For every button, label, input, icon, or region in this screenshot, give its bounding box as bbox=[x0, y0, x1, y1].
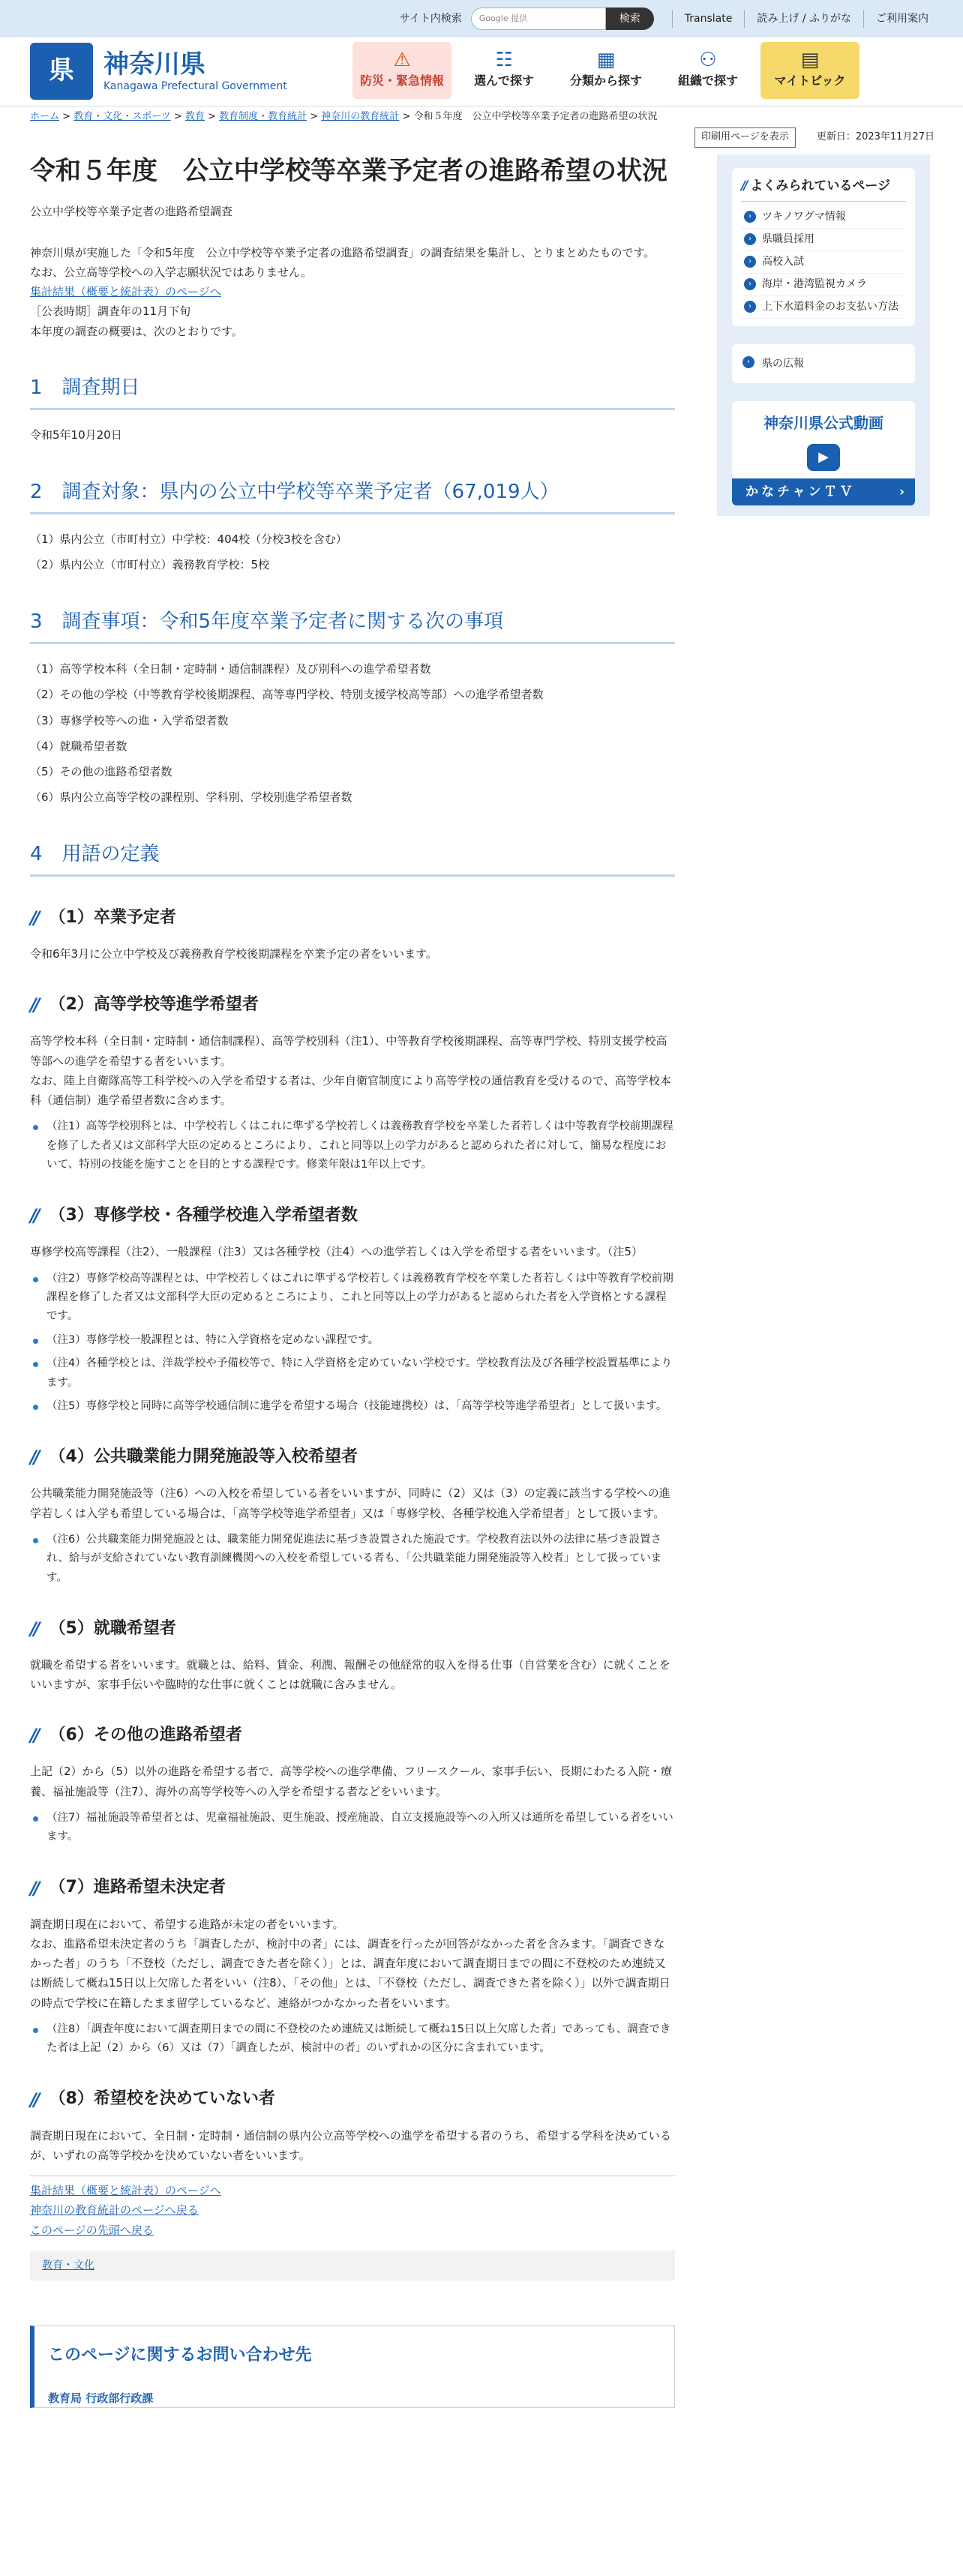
back-to-stats-link[interactable]: 神奈川の教育統計のページへ戻る bbox=[30, 2203, 199, 2218]
nav-select[interactable] bbox=[454, 42, 554, 99]
popular-title-text: よくみられているページ bbox=[750, 178, 891, 193]
note-item: （注4）各種学校とは、洋裁学校や予備校等で、特に入学資格を定めていない学校です。学校教育法及び各種学校設置基準によります。 bbox=[30, 1354, 675, 1393]
target-list bbox=[30, 529, 675, 575]
arrow-icon: › bbox=[744, 278, 756, 290]
breadcrumb-separator: > bbox=[310, 111, 319, 122]
popular-item-label: 高校入試 bbox=[762, 255, 804, 268]
slash-icon: // bbox=[30, 994, 38, 1016]
list-item: （2）県内公立（市町村立）義務教育学校：5校 bbox=[30, 558, 270, 572]
popular-item-label: 上下水道料金のお支払い方法 bbox=[762, 300, 898, 313]
slash-icon: // bbox=[30, 1725, 38, 1747]
list-item: （2）その他の学校（中等教育学校後期課程、高等専門学校、特別支援学校高等部）への進学希望者数 bbox=[30, 688, 544, 702]
site-search-label: サイト内検索 bbox=[399, 12, 462, 25]
nav-label: 組織で探す bbox=[677, 73, 738, 88]
nav-organization[interactable] bbox=[658, 42, 758, 99]
kouhou-label: 県の広報 bbox=[762, 357, 804, 370]
slash-icon: // bbox=[30, 1877, 38, 1899]
note-item: （注8）「調査年度において調査期日までの間に不登校のため連続又は断続して概ね15日以上欠席した者」であっても、調査できた者は上記（2）から（6）又は（7）「調査したが、検討中の者」のいずれかの区分に含まれています。 bbox=[30, 2020, 675, 2059]
publish-time: ［公表時期］調査年の11月下旬 bbox=[30, 304, 191, 319]
definition-title: （1）卒業予定者 bbox=[49, 907, 176, 927]
results-link[interactable]: 集計結果（概要と統計表）のページへ bbox=[30, 285, 221, 299]
section-heading bbox=[30, 605, 675, 645]
breadcrumb-link[interactable]: 教育・文化・スポーツ bbox=[74, 111, 171, 122]
prefecture-emblem: 県 bbox=[30, 43, 93, 100]
kanachan-text: かなチャンＴＶ bbox=[746, 484, 856, 500]
select-icon: ☷ bbox=[495, 48, 513, 71]
sidebar bbox=[717, 154, 930, 516]
nav-category[interactable] bbox=[556, 42, 656, 99]
nav-mytopic[interactable] bbox=[760, 42, 860, 99]
section-title: 用語の定義 bbox=[62, 842, 160, 865]
popular-title bbox=[741, 175, 906, 202]
nav-label: マイトピック bbox=[774, 73, 846, 88]
definition-heading bbox=[30, 902, 675, 934]
definition-title: （3）専修学校・各種学校進入学希望者数 bbox=[49, 1206, 358, 1225]
definition-heading bbox=[30, 2084, 675, 2116]
definition-text: 公共職業能力開発施設等（注6）への入校を希望している者をいいますが、同時に（2）又は（3）の定義に該当する学校への進学若しくは入学も希望している場合は、「高等学校等進学希望者」又は「専修学校、各種学校進入学希望者」として扱います。 bbox=[30, 1486, 670, 1520]
warning-icon: ⚠ bbox=[393, 48, 411, 71]
section-title: 調査期日 bbox=[62, 376, 140, 399]
popular-item[interactable] bbox=[741, 296, 906, 319]
definition-text: 就職を希望する者をいいます。就職とは、給料、賃金、利潤、報酬その他経常的収入を得る仕事（自営業を含む）に就くことをいいますが、家事手伝いや臨時的な仕事に就くことは就職に含みません。 bbox=[30, 1657, 670, 1692]
list-item: （6）県内公立高等学校の課程別、学科別、学校別進学希望者数 bbox=[30, 790, 352, 805]
list-item: （1）高等学校本科（全日制・定時制・通信制課程）及び別科への進学希望者数 bbox=[30, 662, 431, 676]
nav-label: 選んで探す bbox=[473, 73, 534, 88]
definition-text: なお、進路希望未決定者のうち「調査したが、検討中の者」には、調査を行ったが回答がなかった者を含みます。「調査できなかった者」のうち「不登校（ただし、調査できた者を除く）」とは、調査年度において調査期日までの間に不登校のため連続又は断続して概ね15日以上欠席した者をいい（注8）、「その他」とは、「不登校（ただし、調査できた者を除く）」以外で調査期日の時点で学校に在籍したまま留学しているなど、連絡がつかなかった者をいいます。 bbox=[30, 1936, 670, 2010]
organization-icon: ⚇ bbox=[699, 48, 717, 71]
nav-label: 防災・緊急情報 bbox=[359, 73, 444, 88]
kouhou-link[interactable] bbox=[732, 344, 915, 384]
breadcrumb bbox=[30, 109, 930, 124]
list-item: （1）県内公立（市町村立）中学校：404校（分校3校を含む） bbox=[30, 532, 347, 547]
guide-link[interactable]: ご利用案内 bbox=[863, 10, 940, 28]
section-number: 1 bbox=[30, 376, 43, 399]
kanachan-tv-label bbox=[732, 478, 915, 505]
nav-disaster[interactable] bbox=[352, 42, 452, 99]
slash-icon: // bbox=[30, 2089, 38, 2110]
breadcrumb-separator: > bbox=[173, 111, 182, 122]
video-title: 神奈川県公式動画 bbox=[764, 414, 884, 433]
definition-text: なお、陸上自衛隊高等工科学校への入学を希望する者は、少年自衛官制度により高等学校の通信教育を受けるので、高等学校本科（通信制）進学希望者数に含めます。 bbox=[30, 1073, 671, 1108]
print-button[interactable]: 印刷用ページを表示 bbox=[694, 127, 796, 148]
arrow-icon: › bbox=[744, 211, 756, 223]
definition-text: 調査期日現在において、希望する進路が未定の者をいいます。 bbox=[30, 1917, 344, 1931]
note-item: （注1）高等学校別科とは、中学校若しくはこれに準ずる学校若しくは義務教育学校を卒業した者若しくは中等教育学校前期課程を修了した者又は文部科学大臣の定めるところにより、これと同等以上の学力があると認められた者に対して、簡易な程度において、特別の技能を施すことを目的とする課程です。修業年限は1年以上です。 bbox=[30, 1117, 675, 1174]
breadcrumb-link[interactable]: 神奈川の教育統計 bbox=[321, 111, 400, 122]
definition-text: 上記（2）から（5）以外の進路を希望する者で、高等学校への進学準備、フリースクール、家事手伝い、長期にわたる入院・療養、福祉施設等（注7）、海外の高等学校等への入学を希望する者などをいいます。 bbox=[30, 1765, 672, 1798]
definition-title: （2）高等学校等進学希望者 bbox=[49, 995, 259, 1015]
slash-icon: // bbox=[30, 1447, 38, 1468]
list-item: （3）専修学校等への進・入学希望者数 bbox=[30, 713, 229, 727]
section-number: 3 bbox=[30, 610, 43, 633]
arrow-icon: › bbox=[742, 356, 754, 368]
section-number: 4 bbox=[30, 842, 43, 865]
breadcrumb-separator: > bbox=[208, 111, 216, 122]
definition-text: 調査期日現在において、全日制・定時制・通信制の県内公立高等学校への進学を希望する者のうち、希望する学科を決めているが、いずれの高等学校かを決めていない者をいいます。 bbox=[30, 2128, 671, 2162]
definition-title: （5）就職希望者 bbox=[49, 1618, 176, 1638]
definition-heading bbox=[30, 1200, 675, 1231]
section-title: 調査事項：令和5年度卒業予定者に関する次の事項 bbox=[62, 610, 504, 633]
chevron-right-icon: › bbox=[898, 484, 908, 500]
nav-label: 分類から探す bbox=[569, 73, 642, 88]
search-button[interactable]: 検索 bbox=[606, 7, 654, 30]
note-item: （注7）福祉施設等希望者とは、児童福祉施設、更生施設、授産施設、自立支援施設等への入所又は通所を希望している者をいいます。 bbox=[30, 1809, 675, 1847]
category-link[interactable]: 教育・文化 bbox=[42, 2259, 94, 2272]
note-item: （注3）専修学校一般課程とは、特に入学資格を定めない課程です。 bbox=[30, 1331, 675, 1350]
definition-title: （7）進路希望未決定者 bbox=[49, 1878, 226, 1897]
survey-date: 令和5年10月20日 bbox=[30, 428, 122, 442]
popular-item[interactable] bbox=[741, 206, 906, 229]
page-top-link[interactable]: このページの先頭へ戻る bbox=[30, 2223, 154, 2237]
note-item: （注5）専修学校と同時に高等学校通信制に進学を希望する場合（技能連携校）は、「高等学校等進学希望者」として扱います。 bbox=[30, 1397, 675, 1416]
search-placeholder: Google 提供 bbox=[478, 13, 528, 24]
translate-link[interactable]: Translate bbox=[672, 10, 745, 28]
popular-item[interactable] bbox=[741, 251, 906, 274]
intro-text: 神奈川県が実施した「令和5年度 公立中学校等卒業予定者の進路希望調査」の調査結果を集計し、とりまとめたものです。 bbox=[30, 245, 656, 259]
breadcrumb-link[interactable]: ホーム bbox=[30, 111, 60, 122]
logo-english: Kanagawa Prefectural Government bbox=[104, 80, 287, 92]
video-banner[interactable] bbox=[732, 401, 915, 505]
category-box bbox=[30, 2251, 675, 2281]
definition-text: 令和6年3月に公立中学校及び義務教育学校後期課程を卒業予定の者をいいます。 bbox=[30, 947, 437, 961]
breadcrumb-current: 令和５年度 公立中学校等卒業予定者の進路希望の状況 bbox=[413, 111, 658, 122]
page-title: 令和５年度 公立中学校等卒業予定者の進路希望の状況 bbox=[30, 156, 668, 186]
arrow-icon: › bbox=[744, 301, 756, 313]
global-nav bbox=[350, 42, 860, 99]
search-input[interactable] bbox=[471, 7, 606, 30]
note-item: （注6）公共職業能力開発施設とは、職業能力開発促進法に基づき設置された施設です。学校教育法以外の法律に基づき設置され、給与が支給されていない教育訓練機関への入校を希望している者も、「公共職業能力開発施設等入校者」として扱っています。 bbox=[30, 1531, 675, 1588]
section-title: 調査対象：県内の公立中学校等卒業予定者（67,019人） bbox=[62, 480, 560, 503]
definition-text: 専修学校高等課程（注2）、一般課程（注3）又は各種学校（注4）への進学若しくは入学を希望する者をいいます。（注5） bbox=[30, 1245, 643, 1259]
definition-heading bbox=[30, 1613, 675, 1645]
breadcrumb-link[interactable]: 教育制度・教育統計 bbox=[219, 111, 308, 122]
contact-box bbox=[30, 2326, 675, 2408]
site-header bbox=[0, 37, 963, 106]
arrow-icon: › bbox=[744, 256, 756, 268]
site-logo[interactable] bbox=[30, 42, 300, 100]
updated-date: 更新日：2023年11月27日 bbox=[816, 131, 934, 142]
breadcrumb-separator: > bbox=[402, 111, 411, 122]
breadcrumb-separator: > bbox=[62, 111, 71, 122]
results-link[interactable]: 集計結果（概要と統計表）のページへ bbox=[30, 2184, 221, 2198]
main-content bbox=[30, 127, 675, 2408]
section-heading bbox=[30, 371, 675, 411]
definition-heading bbox=[30, 1441, 675, 1473]
popular-item[interactable] bbox=[741, 274, 906, 296]
definition-heading bbox=[30, 989, 675, 1021]
popular-item-label: ツキノワグマ情報 bbox=[762, 210, 846, 223]
contact-department: 教育局 行政部行政課 bbox=[48, 2391, 154, 2405]
section-heading bbox=[30, 475, 675, 515]
definition-title: （4）公共職業能力開発施設等入校希望者 bbox=[49, 1447, 358, 1467]
slash-icon: // bbox=[30, 907, 38, 929]
popular-item[interactable] bbox=[741, 229, 906, 251]
category-icon: ▦ bbox=[596, 48, 616, 71]
play-icon: ▶ bbox=[807, 444, 840, 471]
definition-heading bbox=[30, 1720, 675, 1751]
definition-title: （6）その他の進路希望者 bbox=[49, 1726, 242, 1745]
read-aloud-link[interactable]: 読み上げ / ふりがな bbox=[744, 10, 863, 28]
list-item: （5）その他の進路希望者数 bbox=[30, 765, 172, 779]
slash-icon: // bbox=[741, 178, 746, 193]
definition-heading bbox=[30, 1873, 675, 1904]
contact-title: このページに関するお問い合わせ先 bbox=[48, 2346, 312, 2365]
popular-item-label: 県職員採用 bbox=[762, 232, 814, 245]
list-item: （4）就職希望者数 bbox=[30, 739, 128, 753]
definition-text: 高等学校本科（全日制・定時制・通信制課程）、高等学校別科（注1）、中等教育学校後期課程、高等専門学校、特別支援学校高等部への進学を希望する者をいいます。 bbox=[30, 1034, 668, 1068]
slash-icon: // bbox=[30, 1205, 38, 1227]
arrow-icon: › bbox=[744, 233, 756, 245]
page-meta bbox=[694, 127, 934, 148]
utility-bar bbox=[0, 0, 963, 37]
logo-japanese: 神奈川県 bbox=[104, 49, 206, 80]
definition-title: （8）希望校を決めていない者 bbox=[49, 2089, 275, 2109]
section-number: 2 bbox=[30, 480, 43, 503]
mytopic-icon: ▤ bbox=[800, 48, 820, 71]
summary-text: 本年度の調査の概要は、次のとおりです。 bbox=[30, 324, 243, 338]
section-heading bbox=[30, 838, 675, 877]
popular-item-label: 海岸・港湾監視カメラ bbox=[762, 277, 867, 290]
items-list bbox=[30, 659, 675, 808]
subtitle: 公立中学校等卒業予定者の進路希望調査 bbox=[30, 205, 233, 219]
breadcrumb-link[interactable]: 教育 bbox=[184, 111, 205, 122]
note-item: （注2）専修学校高等課程とは、中学校若しくはこれに準ずる学校若しくは義務教育学校を卒業した者若しくは中等教育学校前期課程を修了した者又は文部科学大臣の定めるところにより、これと同等以上の学力があると認められた者を入学資格とする課程です。 bbox=[30, 1270, 675, 1327]
popular-pages-box bbox=[732, 168, 915, 326]
intro-note: なお、公立高等学校への入学志願状況ではありません。 bbox=[30, 265, 312, 279]
slash-icon: // bbox=[30, 1618, 38, 1639]
